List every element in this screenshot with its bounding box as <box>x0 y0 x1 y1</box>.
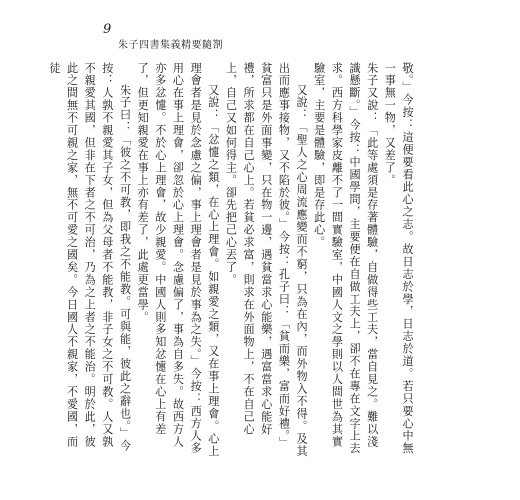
vertical-text-body <box>47 62 416 460</box>
paragraph: 敬。」今按：這便要看此心之志。故日志於學，日志於道。若只要心中無一事無一物，又差了。 <box>383 62 414 455</box>
paragraph: 朱子曰：「彼之不可教，即我之不能教。可與能，彼此之辭也。」今按：人孰不親愛其子女，但為父母者不能教，非子女之不可教。人又孰不親愛其國，但非在下者之不可治，乃為之上者之不能治。明於此，彼此之間無不可親之家，無不可愛之國矣。今日國人不親家，不愛國，而徒 <box>47 62 132 453</box>
running-header: 朱子四書集義精要隨劄 <box>118 40 223 51</box>
paragraph: 又說：「忿懥之類，在心上理會。如親愛之類，又在事上理會。心上理會者是見於念慮之偏，事上理會者是見於事為之失。」今按：西方人多用心在事上理會，卻忽於心上理會。念慮偏了，事為自多失。故西方人亦多忿懥。不於心上理會，故少親愛。中國人則多知忿懥在心上有差了，但更知親愛在事上亦有差了，此處更當學。 <box>136 62 220 458</box>
paragraph: 朱子又說：「此等處須是存著體驗，自做得些工夫，當自見之。難以淺識懸斷。」今按：中國學問，主要便在自做工夫上，卻不在專在文字上去求。西方科學家皮離不了一間實驗室，中國人文之學則以人間世為其實驗室，主要是體驗，即是存此心。 <box>312 62 379 455</box>
paragraph: 又說：「聖人之心周流應變而不窮，只為在內，而外物入不得。及其出而應事接物，又不陷於彼。」今按：孔子曰：「貧而樂，富而好禮。」貧富只是外面事變，只在物一邊，遇貧當求心能樂，遇富當求心能好禮，所求都在自己心上。若貧必求富，則求在外面物上，不在自己心上，自己又如何得主。卻先把己心丟了。 <box>224 62 309 458</box>
page-number: 9 <box>103 22 112 37</box>
